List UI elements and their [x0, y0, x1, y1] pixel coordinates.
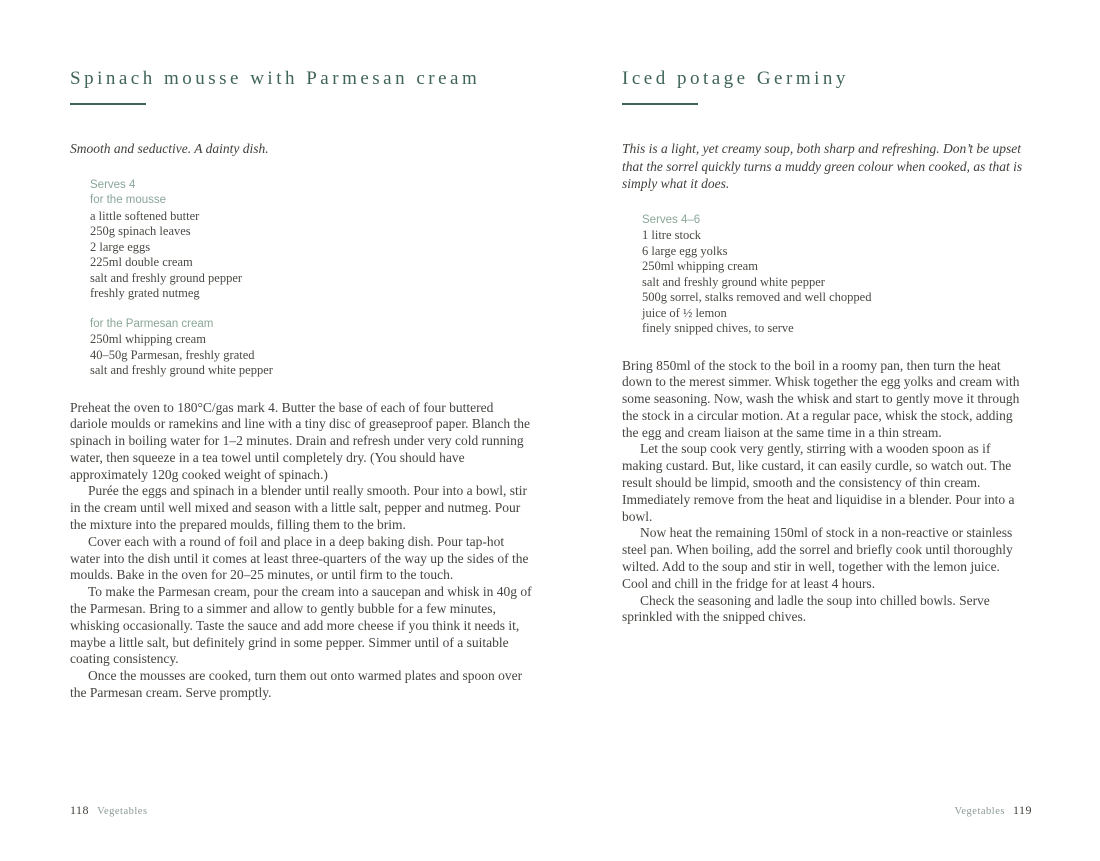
serves-label: Serves 4 [90, 178, 136, 191]
method-paragraph: To make the Parmesan cream, pour the cream into a saucepan and whisk in 40g of the Parmesan. Bring to a simmer and allow to gently bubble for a few minutes, whisking occasionally. Taste the sauce and add more cheese if you think it needs it, maybe a little salt, but definitely grind in some pepper. Simmer until of a suitable coating consistency. [70, 584, 532, 667]
ingredient-item: 1 litre stock [642, 228, 702, 242]
ingredient-item: 40–50g Parmesan, freshly grated [90, 347, 255, 362]
ingredient-item: salt and freshly ground white pepper [642, 274, 825, 289]
right-section-name: Vegetables [954, 806, 1005, 817]
title-rule [70, 103, 146, 105]
ingredient-item: juice of ½ lemon [642, 305, 727, 320]
method-paragraph: Purée the eggs and spinach in a blender until really smooth. Pour into a bowl, stir in the cream until well mixed and season with a little salt, pepper and nutmeg. Pour the mixture into the prepared moulds, filling them to the brim. [70, 483, 528, 533]
method-paragraph: Once the mousses are cooked, turn them out onto warmed plates and spoon over the Parmesan cream. Serve promptly. [70, 668, 523, 701]
title-rule [622, 103, 698, 105]
right-page-footer [954, 803, 1032, 818]
method-paragraph: Check the seasoning and ladle the soup into chilled bowls. Serve sprinkled with the snipped chives. [622, 592, 990, 625]
ingredient-item: 2 large eggs [90, 239, 151, 254]
right-recipe-title: Iced potage Germiny [622, 68, 849, 89]
left-recipe-title: Spinach mousse with Parmesan cream [70, 68, 481, 89]
right-page-number: 119 [1012, 803, 1032, 817]
left-page-number: 118 [70, 803, 90, 817]
left-method-text [70, 400, 532, 702]
serves-label: Serves 4–6 [642, 213, 701, 226]
ingredient-item: salt and freshly ground white pepper [90, 363, 273, 377]
left-recipe-intro: Smooth and seductive. A dainty dish. [70, 141, 269, 156]
right-method-text [622, 358, 1029, 627]
ingredient-group-gap [90, 302, 532, 317]
ingredient-group-heading: for the mousse [90, 194, 167, 206]
method-paragraph: Now heat the remaining 150ml of stock in a non-reactive or stainless steel pan. When boiling, add the sorrel and briefly cook until thoroughly wilted. Add to the soup and stir in well, together with the lemon juice. Cool and chill in the fridge for at least 4 hours. [622, 525, 1013, 591]
left-ingredients-list [90, 178, 532, 379]
right-ingredients-list [642, 213, 1029, 337]
ingredient-item: salt and freshly ground pepper [90, 270, 243, 285]
left-section-name: Vegetables [97, 806, 148, 817]
ingredient-item: 250g spinach leaves [90, 224, 191, 238]
ingredient-item: freshly grated nutmeg [90, 286, 200, 300]
ingredient-item: a little softened butter [90, 208, 200, 223]
left-recipe-page [70, 68, 532, 702]
ingredient-item: 500g sorrel, stalks removed and well chopped [642, 290, 872, 304]
ingredient-item: 6 large egg yolks [642, 243, 728, 258]
method-paragraph: Preheat the oven to 180°C/gas mark 4. Butter the base of each of four buttered dariole moulds or ramekins and line with a tiny disc of greaseproof paper. Blanch the spinach in boiling water for 1–2 minutes. Drain and refresh under very cold running water, then squeeze in a tea towel until completely dry. (You should have approximately 120g cooked weight of spinach.) [70, 399, 530, 482]
ingredient-item: finely snipped chives, to serve [642, 321, 794, 335]
ingredient-item: 250ml whipping cream [90, 332, 206, 346]
ingredient-group-heading: for the Parmesan cream [90, 317, 214, 330]
ingredient-item: 250ml whipping cream [642, 259, 758, 273]
method-paragraph: Cover each with a round of foil and place in a deep baking dish. Pour tap-hot water into the dish until it comes at least three-quarters of the way up the sides of the moulds. Bake in the oven for 20–25 minutes, or until firm to the touch. [70, 533, 529, 583]
method-paragraph: Bring 850ml of the stock to the boil in a roomy pan, then turn the heat down to the merest simmer. Whisk together the egg yolks and cream with some seasoning. Now, wash the whisk and start to gently move it through the stock in a circular motion. At a regular pace, whisk the stock, adding the egg and cream liaison at the same time in a thin stream. [622, 357, 1020, 440]
right-recipe-page [622, 68, 1029, 626]
left-page-footer [70, 803, 148, 818]
method-paragraph: Let the soup cook very gently, stirring with a wooden spoon as if making custard. But, like custard, it can easily curdle, so watch out. The result should be limpid, smooth and the consistency of thin cream. Immediately remove from the heat and liquidise in a blender. Pour into a bowl. [622, 441, 1015, 524]
ingredient-item: 225ml double cream [90, 255, 193, 269]
right-recipe-intro: This is a light, yet creamy soup, both sharp and refreshing. Don’t be upset that the sorrel quickly turns a muddy green colour when cooked, as that is simply what it does. [622, 141, 1023, 191]
